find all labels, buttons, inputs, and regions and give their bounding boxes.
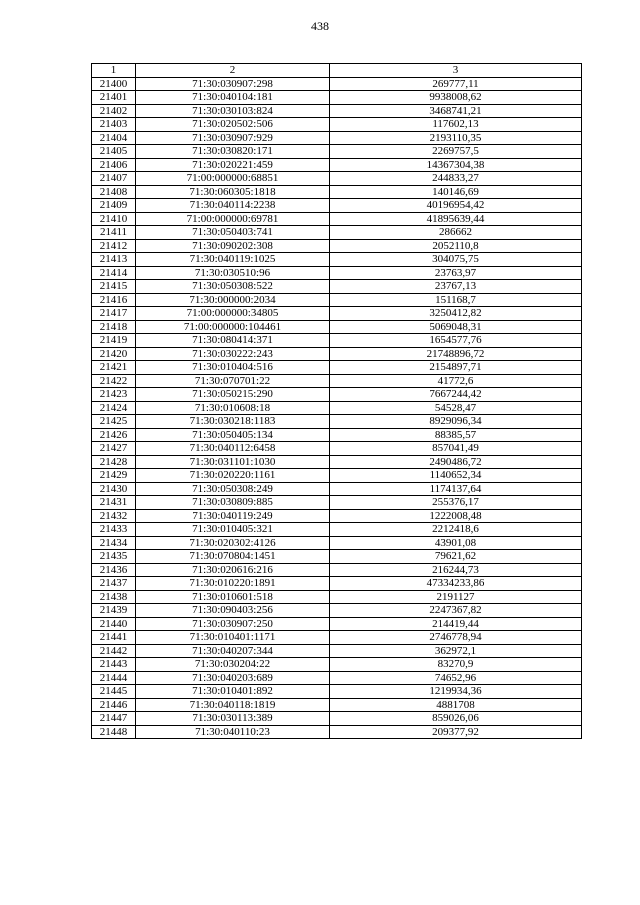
value-cell: 255376,17 — [330, 496, 582, 510]
table-row — [92, 266, 582, 280]
value-cell: 1654577,76 — [330, 334, 582, 348]
value-cell: 269777,11 — [330, 77, 582, 91]
value-cell: 2746778,94 — [330, 631, 582, 645]
page-number: 438 — [311, 19, 329, 33]
value-cell: 2247367,82 — [330, 604, 582, 618]
value-cell: 2490486,72 — [330, 455, 582, 469]
table-row — [92, 185, 582, 199]
cadastral-number-cell: 71:30:040118:1819 — [136, 698, 330, 712]
cadastral-number-cell: 71:00:000000:104461 — [136, 320, 330, 334]
cadastral-number-cell: 71:30:090403:256 — [136, 604, 330, 618]
row-number-cell: 21402 — [92, 104, 136, 118]
table-row — [92, 563, 582, 577]
table-row — [92, 671, 582, 685]
cadastral-number-cell: 71:30:040203:689 — [136, 671, 330, 685]
value-cell: 23767,13 — [330, 280, 582, 294]
cadastral-number-cell: 71:30:010401:1171 — [136, 631, 330, 645]
row-number-cell: 21435 — [92, 550, 136, 564]
value-cell: 14367304,38 — [330, 158, 582, 172]
table-row — [92, 145, 582, 159]
table-row — [92, 320, 582, 334]
row-number-cell: 21406 — [92, 158, 136, 172]
row-number-cell: 21420 — [92, 347, 136, 361]
cadastral-number-cell: 71:30:030222:243 — [136, 347, 330, 361]
table-row — [92, 455, 582, 469]
table-body — [92, 77, 582, 739]
value-cell: 362972,1 — [330, 644, 582, 658]
row-number-cell: 21441 — [92, 631, 136, 645]
value-cell: 43901,08 — [330, 536, 582, 550]
table-row — [92, 590, 582, 604]
column-header-1: 1 — [92, 64, 136, 78]
value-cell: 3468741,21 — [330, 104, 582, 118]
row-number-cell: 21419 — [92, 334, 136, 348]
row-number-cell: 21427 — [92, 442, 136, 456]
cadastral-number-cell: 71:30:060305:1818 — [136, 185, 330, 199]
cadastral-number-cell: 71:30:020302:4126 — [136, 536, 330, 550]
cadastral-number-cell: 71:30:050308:522 — [136, 280, 330, 294]
header-row — [92, 64, 582, 78]
table-row — [92, 725, 582, 739]
value-cell: 1140652,34 — [330, 469, 582, 483]
row-number-cell: 21423 — [92, 388, 136, 402]
cadastral-number-cell: 71:30:040119:249 — [136, 509, 330, 523]
table-row — [92, 118, 582, 132]
cadastral-number-cell: 71:30:040104:181 — [136, 91, 330, 105]
value-cell: 2154897,71 — [330, 361, 582, 375]
cadastral-number-cell: 71:30:030907:929 — [136, 131, 330, 145]
row-number-cell: 21414 — [92, 266, 136, 280]
cadastral-number-cell: 71:30:080414:371 — [136, 334, 330, 348]
cadastral-number-cell: 71:30:090202:308 — [136, 239, 330, 253]
table-row — [92, 536, 582, 550]
value-cell: 40196954,42 — [330, 199, 582, 213]
table-row — [92, 104, 582, 118]
row-number-cell: 21407 — [92, 172, 136, 186]
cadastral-number-cell: 71:30:030204:22 — [136, 658, 330, 672]
value-cell: 857041,49 — [330, 442, 582, 456]
row-number-cell: 21434 — [92, 536, 136, 550]
cadastral-number-cell: 71:30:010405:321 — [136, 523, 330, 537]
cadastral-number-cell: 71:00:000000:68851 — [136, 172, 330, 186]
value-cell: 1174137,64 — [330, 482, 582, 496]
cadastral-number-cell: 71:30:020616:216 — [136, 563, 330, 577]
table-row — [92, 604, 582, 618]
table-row — [92, 685, 582, 699]
row-number-cell: 21436 — [92, 563, 136, 577]
table-row — [92, 77, 582, 91]
table-row — [92, 293, 582, 307]
row-number-cell: 21444 — [92, 671, 136, 685]
row-number-cell: 21413 — [92, 253, 136, 267]
table-row — [92, 469, 582, 483]
value-cell: 2193110,35 — [330, 131, 582, 145]
row-number-cell: 21443 — [92, 658, 136, 672]
table-row — [92, 253, 582, 267]
row-number-cell: 21431 — [92, 496, 136, 510]
value-cell: 2269757,5 — [330, 145, 582, 159]
cadastral-number-cell: 71:00:000000:69781 — [136, 212, 330, 226]
row-number-cell: 21417 — [92, 307, 136, 321]
table-row — [92, 239, 582, 253]
value-cell: 7667244,42 — [330, 388, 582, 402]
value-cell: 41895639,44 — [330, 212, 582, 226]
cadastral-number-cell: 71:30:070804:1451 — [136, 550, 330, 564]
row-number-cell: 21432 — [92, 509, 136, 523]
table-row — [92, 712, 582, 726]
cadastral-number-cell: 71:30:070701:22 — [136, 374, 330, 388]
table-row — [92, 442, 582, 456]
table-row — [92, 415, 582, 429]
cadastral-number-cell: 71:30:030113:389 — [136, 712, 330, 726]
table-row — [92, 226, 582, 240]
cadastral-number-cell: 71:30:010608:18 — [136, 401, 330, 415]
table-row — [92, 658, 582, 672]
row-number-cell: 21426 — [92, 428, 136, 442]
value-cell: 74652,96 — [330, 671, 582, 685]
row-number-cell: 21442 — [92, 644, 136, 658]
value-cell: 41772,6 — [330, 374, 582, 388]
value-cell: 286662 — [330, 226, 582, 240]
row-number-cell: 21416 — [92, 293, 136, 307]
row-number-cell: 21433 — [92, 523, 136, 537]
cadastral-number-cell: 71:30:030820:171 — [136, 145, 330, 159]
cadastral-number-cell: 71:30:040119:1025 — [136, 253, 330, 267]
value-cell: 2052110,8 — [330, 239, 582, 253]
value-cell: 140146,69 — [330, 185, 582, 199]
value-cell: 23763,97 — [330, 266, 582, 280]
row-number-cell: 21440 — [92, 617, 136, 631]
row-number-cell: 21401 — [92, 91, 136, 105]
table-row — [92, 617, 582, 631]
table-row — [92, 158, 582, 172]
row-number-cell: 21429 — [92, 469, 136, 483]
table-row — [92, 307, 582, 321]
cadastral-number-cell: 71:30:020220:1161 — [136, 469, 330, 483]
row-number-cell: 21438 — [92, 590, 136, 604]
table-row — [92, 698, 582, 712]
value-cell: 47334233,86 — [330, 577, 582, 591]
row-number-cell: 21410 — [92, 212, 136, 226]
value-cell: 3250412,82 — [330, 307, 582, 321]
data-table — [91, 63, 582, 739]
value-cell: 1222008,48 — [330, 509, 582, 523]
cadastral-number-cell: 71:30:030809:885 — [136, 496, 330, 510]
table-row — [92, 388, 582, 402]
cadastral-number-cell: 71:30:050308:249 — [136, 482, 330, 496]
table-row — [92, 172, 582, 186]
table-row — [92, 428, 582, 442]
cadastral-number-cell: 71:30:000000:2034 — [136, 293, 330, 307]
table-row — [92, 401, 582, 415]
cadastral-number-cell: 71:30:030510:96 — [136, 266, 330, 280]
table-row — [92, 91, 582, 105]
row-number-cell: 21446 — [92, 698, 136, 712]
value-cell: 151168,7 — [330, 293, 582, 307]
cadastral-number-cell: 71:30:040207:344 — [136, 644, 330, 658]
value-cell: 88385,57 — [330, 428, 582, 442]
cadastral-number-cell: 71:30:030103:824 — [136, 104, 330, 118]
row-number-cell: 21418 — [92, 320, 136, 334]
row-number-cell: 21448 — [92, 725, 136, 739]
value-cell: 4881708 — [330, 698, 582, 712]
cadastral-number-cell: 71:30:010404:516 — [136, 361, 330, 375]
row-number-cell: 21400 — [92, 77, 136, 91]
cadastral-number-cell: 71:30:031101:1030 — [136, 455, 330, 469]
cadastral-number-cell: 71:30:020502:506 — [136, 118, 330, 132]
column-header-2: 2 — [136, 64, 330, 78]
row-number-cell: 21421 — [92, 361, 136, 375]
table-row — [92, 496, 582, 510]
value-cell: 9938008,62 — [330, 91, 582, 105]
cadastral-number-cell: 71:30:010401:892 — [136, 685, 330, 699]
cadastral-number-cell: 71:30:030218:1183 — [136, 415, 330, 429]
row-number-cell: 21408 — [92, 185, 136, 199]
table-header — [92, 64, 582, 78]
table-row — [92, 280, 582, 294]
value-cell: 21748896,72 — [330, 347, 582, 361]
value-cell: 209377,92 — [330, 725, 582, 739]
table-row — [92, 347, 582, 361]
table-row — [92, 577, 582, 591]
value-cell: 216244,73 — [330, 563, 582, 577]
table-row — [92, 509, 582, 523]
value-cell: 79621,62 — [330, 550, 582, 564]
table-row — [92, 199, 582, 213]
table-row — [92, 131, 582, 145]
cadastral-number-cell: 71:30:020221:459 — [136, 158, 330, 172]
value-cell: 1219934,36 — [330, 685, 582, 699]
cadastral-number-cell: 71:30:050403:741 — [136, 226, 330, 240]
row-number-cell: 21439 — [92, 604, 136, 618]
row-number-cell: 21411 — [92, 226, 136, 240]
cadastral-number-cell: 71:00:000000:34805 — [136, 307, 330, 321]
cadastral-number-cell: 71:30:050405:134 — [136, 428, 330, 442]
row-number-cell: 21424 — [92, 401, 136, 415]
table-row — [92, 361, 582, 375]
column-header-3: 3 — [330, 64, 582, 78]
table-row — [92, 550, 582, 564]
value-cell: 214419,44 — [330, 617, 582, 631]
cadastral-number-cell: 71:30:030907:298 — [136, 77, 330, 91]
cadastral-number-cell: 71:30:030907:250 — [136, 617, 330, 631]
row-number-cell: 21415 — [92, 280, 136, 294]
row-number-cell: 21412 — [92, 239, 136, 253]
table-row — [92, 523, 582, 537]
cadastral-number-cell: 71:30:010220:1891 — [136, 577, 330, 591]
cadastral-number-cell: 71:30:040110:23 — [136, 725, 330, 739]
value-cell: 244833,27 — [330, 172, 582, 186]
value-cell: 2212418,6 — [330, 523, 582, 537]
table-row — [92, 212, 582, 226]
table-row — [92, 631, 582, 645]
value-cell: 8929096,34 — [330, 415, 582, 429]
cadastral-number-cell: 71:30:040114:2238 — [136, 199, 330, 213]
value-cell: 54528,47 — [330, 401, 582, 415]
row-number-cell: 21447 — [92, 712, 136, 726]
cadastral-number-cell: 71:30:010601:518 — [136, 590, 330, 604]
cadastral-number-cell: 71:30:040112:6458 — [136, 442, 330, 456]
row-number-cell: 21437 — [92, 577, 136, 591]
row-number-cell: 21445 — [92, 685, 136, 699]
table-row — [92, 374, 582, 388]
table-row — [92, 482, 582, 496]
cadastral-number-cell: 71:30:050215:290 — [136, 388, 330, 402]
row-number-cell: 21403 — [92, 118, 136, 132]
value-cell: 83270,9 — [330, 658, 582, 672]
table-row — [92, 334, 582, 348]
value-cell: 859026,06 — [330, 712, 582, 726]
value-cell: 304075,75 — [330, 253, 582, 267]
row-number-cell: 21430 — [92, 482, 136, 496]
row-number-cell: 21409 — [92, 199, 136, 213]
row-number-cell: 21404 — [92, 131, 136, 145]
value-cell: 117602,13 — [330, 118, 582, 132]
value-cell: 5069048,31 — [330, 320, 582, 334]
row-number-cell: 21422 — [92, 374, 136, 388]
row-number-cell: 21405 — [92, 145, 136, 159]
value-cell: 2191127 — [330, 590, 582, 604]
table-row — [92, 644, 582, 658]
row-number-cell: 21428 — [92, 455, 136, 469]
row-number-cell: 21425 — [92, 415, 136, 429]
